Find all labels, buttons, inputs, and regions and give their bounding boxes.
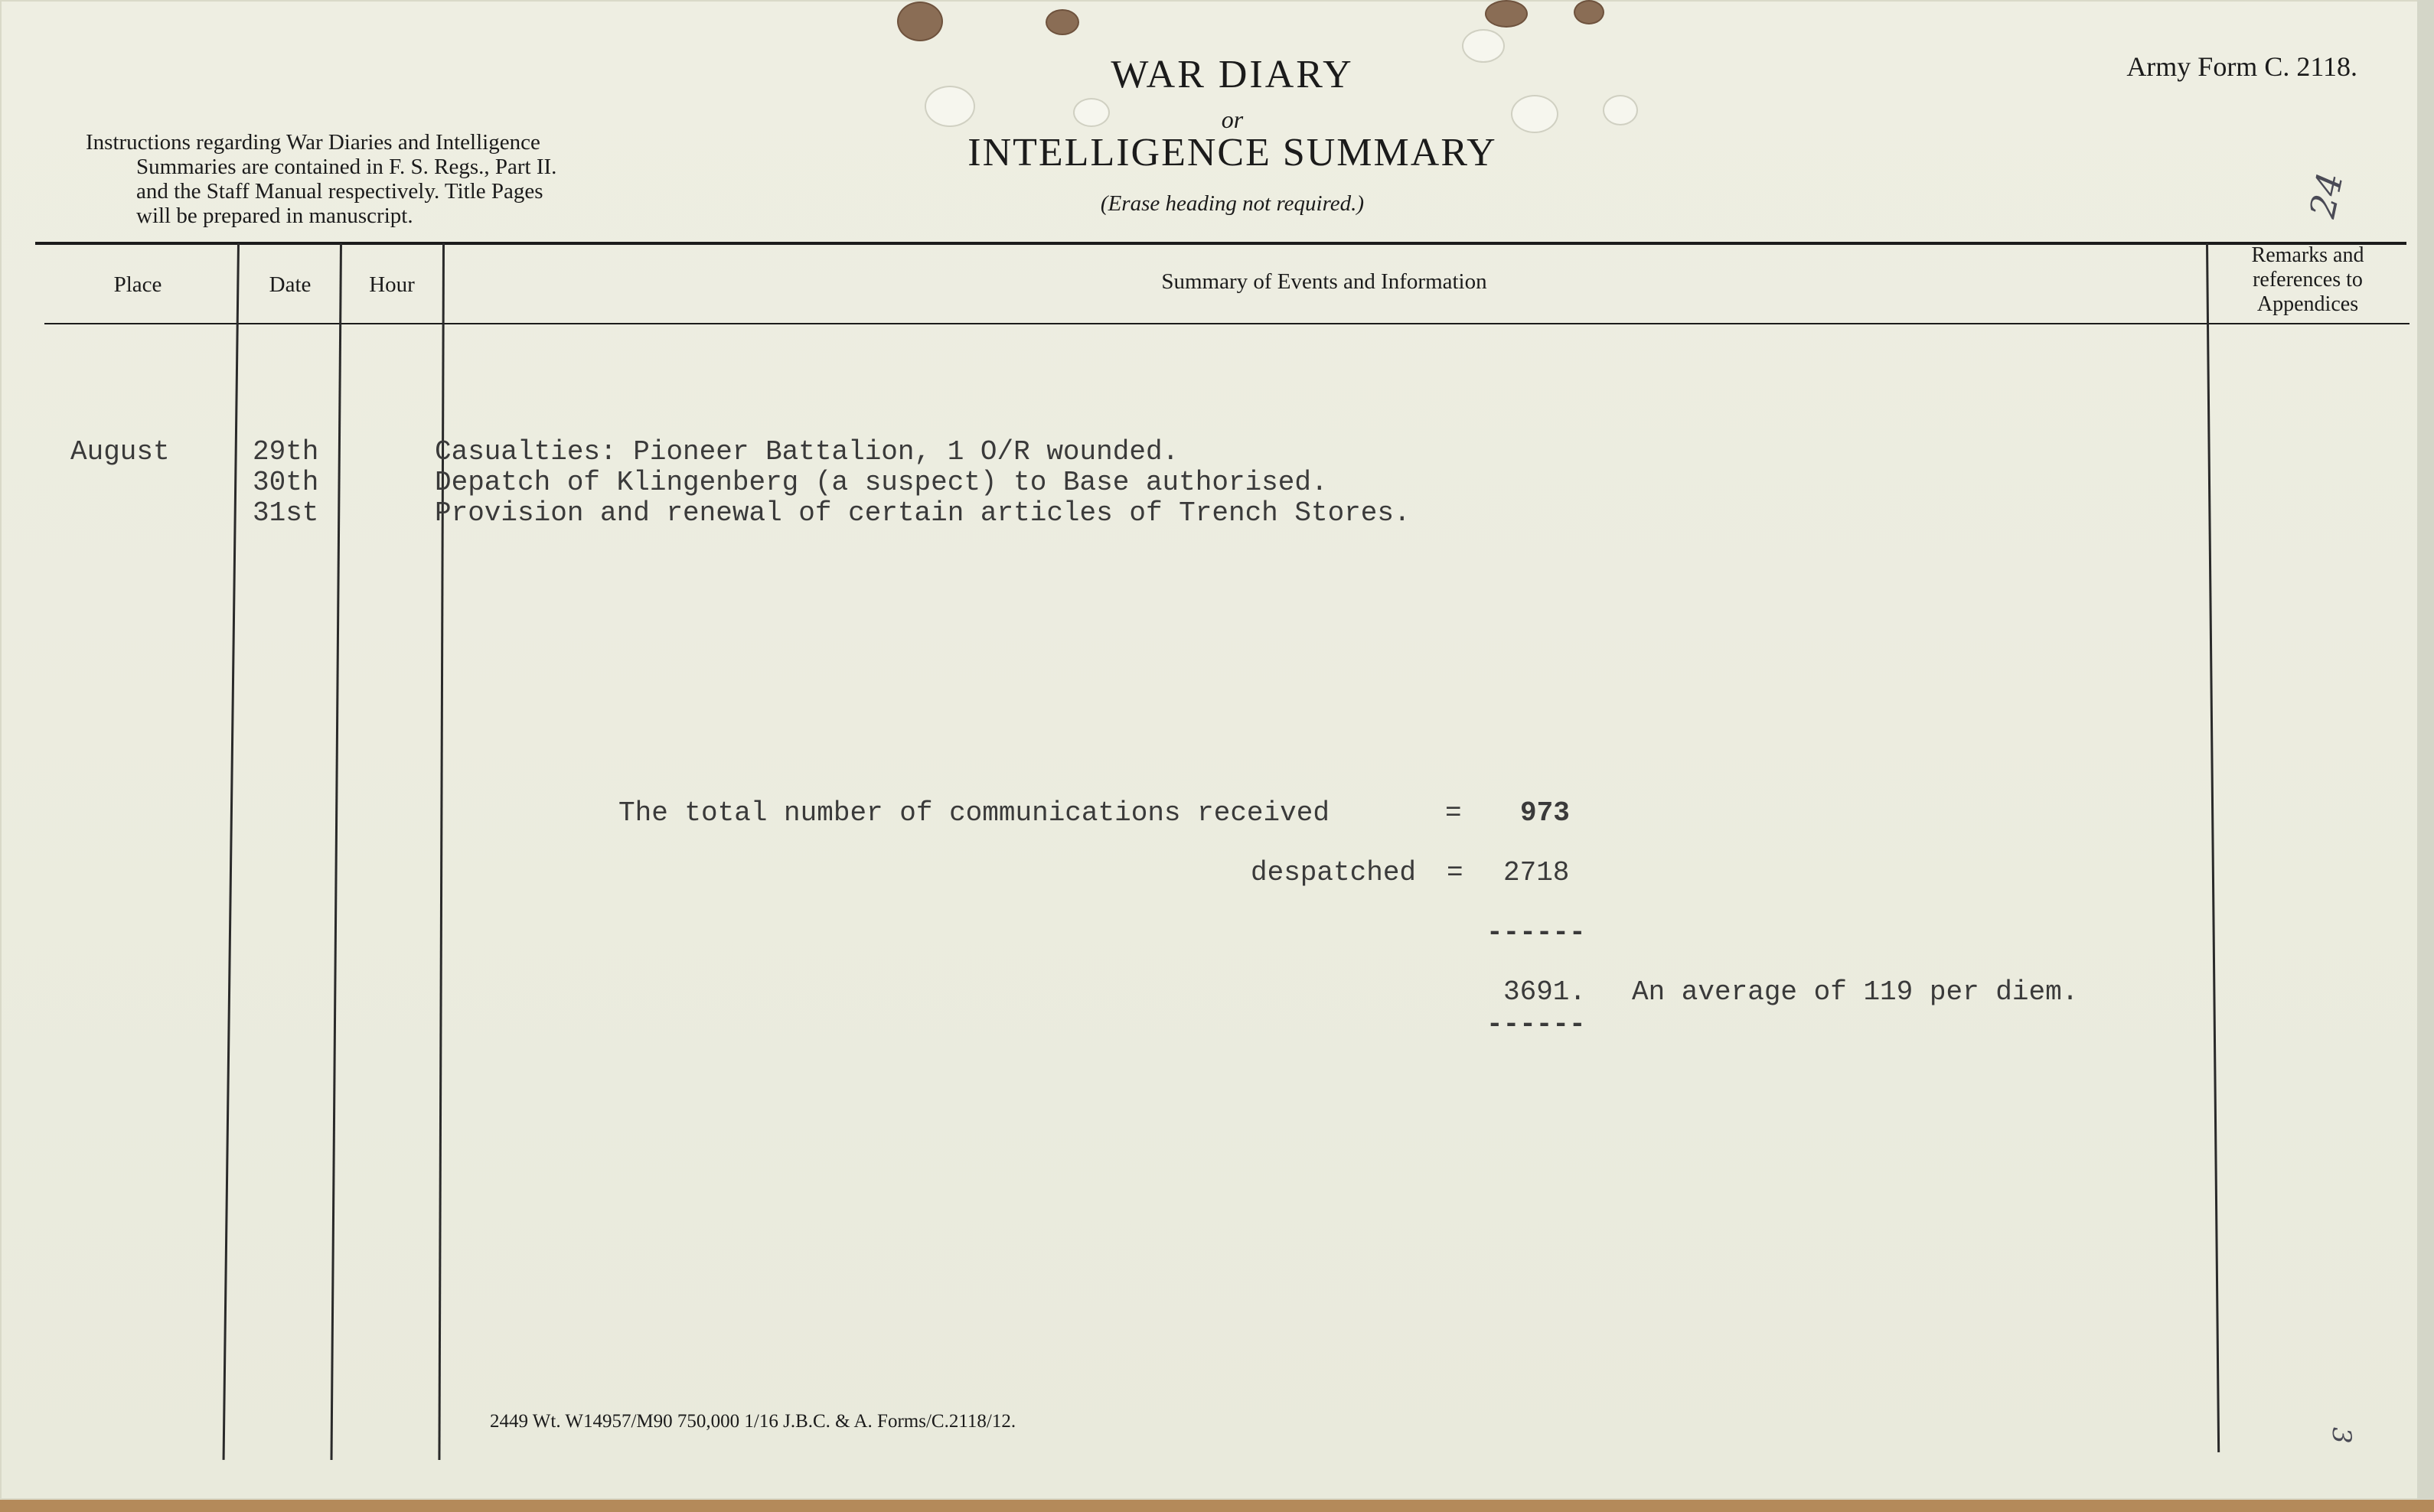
- total-despatched-label: despatched: [1251, 857, 1417, 888]
- page-edge: [2417, 0, 2434, 1500]
- print-footer: 2449 Wt. W14957/M90 750,000 1/16 J.B.C. & A. Forms/C.2118/12.: [490, 1411, 1016, 1432]
- entry-place: August: [70, 436, 170, 468]
- desk-background: [0, 1500, 2434, 1512]
- entry-date: 29th: [253, 436, 319, 468]
- sum-rule: ------: [1486, 1009, 1586, 1040]
- remarks-header-line: Remarks and: [2251, 243, 2364, 267]
- average-note: An average of 119 per diem.: [1632, 976, 2079, 1008]
- total-despatched-value: 2718: [1503, 857, 1570, 888]
- punch-hole: [897, 2, 943, 41]
- entry-text: Depatch of Klingenberg (a suspect) to Base authorised.: [435, 467, 1328, 498]
- entry-text: Casualties: Pioneer Battalion, 1 O/R wounded.: [435, 436, 1179, 468]
- remarks-header-line: Appendices: [2256, 292, 2359, 316]
- column-header-place: Place: [113, 272, 162, 297]
- punch-hole: [1046, 9, 1079, 35]
- punch-hole: [1485, 0, 1528, 28]
- instructions-line: will be prepared in manuscript.: [136, 204, 413, 228]
- instructions-line: Instructions regarding War Diaries and Intelligence: [86, 130, 540, 155]
- title-war-diary: WAR DIARY: [1111, 53, 1354, 96]
- entry-date: 31st: [253, 497, 319, 529]
- column-divider: [223, 243, 240, 1460]
- punch-hole: [1574, 0, 1604, 24]
- column-header-date: Date: [269, 272, 312, 297]
- corner-handwritten-mark: 3: [2325, 1427, 2357, 1444]
- title-or: or: [1221, 106, 1244, 133]
- equals-sign: =: [1447, 857, 1463, 888]
- equals-sign: =: [1445, 797, 1462, 829]
- punch-hole: [1603, 95, 1638, 125]
- header-bottom-rule: [44, 323, 2410, 324]
- title-intelligence-summary: INTELLIGENCE SUMMARY: [967, 131, 1497, 174]
- entry-date: 30th: [253, 467, 319, 498]
- header-top-rule: [35, 242, 2406, 245]
- sum-rule: ------: [1486, 917, 1586, 948]
- column-divider: [2206, 243, 2220, 1452]
- instructions-line: and the Staff Manual respectively. Title Pages: [136, 179, 543, 204]
- total-received-label: The total number of communications received: [618, 797, 1330, 829]
- column-header-remarks: [2204, 243, 2411, 317]
- entry-text: Provision and renewal of certain articles of Trench Stores.: [435, 497, 1411, 529]
- column-divider: [438, 243, 445, 1460]
- instructions-line: Summaries are contained in F. S. Regs., Part II.: [136, 155, 557, 179]
- punch-hole: [925, 86, 975, 127]
- total-received-value: 973: [1520, 797, 1570, 829]
- punch-hole: [1511, 95, 1558, 133]
- handwritten-page-number: 24: [2301, 168, 2351, 222]
- column-divider: [331, 243, 342, 1460]
- army-form-number: Army Form C. 2118.: [2126, 51, 2357, 82]
- column-header-summary: Summary of Events and Information: [1161, 269, 1487, 294]
- instructions-note: [86, 130, 660, 228]
- remarks-header-line: references to: [2253, 268, 2363, 292]
- erase-heading-note: (Erase heading not required.): [1100, 191, 1365, 216]
- column-header-hour: Hour: [369, 272, 415, 297]
- grand-total-value: 3691.: [1503, 976, 1587, 1008]
